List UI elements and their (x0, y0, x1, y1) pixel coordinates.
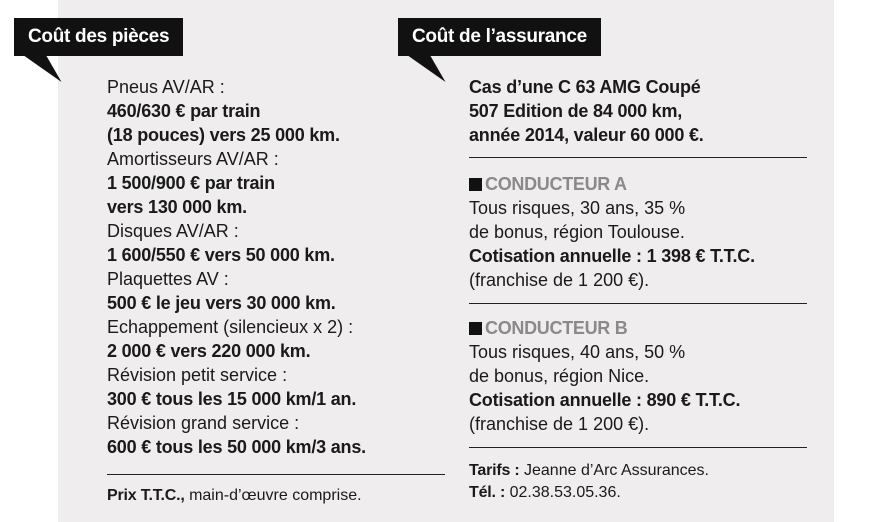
assurance-heading: Coût de l’assurance (412, 26, 587, 47)
item-label: Echappement (silencieux x 2) : (107, 317, 354, 337)
tarifs-label: Tarifs : (469, 462, 520, 479)
item-value: 460/630 € par train (107, 101, 261, 121)
driver-a-divider (469, 303, 807, 304)
square-bullet-icon (469, 322, 482, 335)
item-label: Amortisseurs AV/AR : (107, 149, 279, 169)
driver-b-block (469, 316, 829, 436)
item-value: 600 € tous les 50 000 km/3 ans. (107, 437, 366, 457)
intro-divider (469, 157, 807, 158)
driver-a-title: CONDUCTEUR A (485, 174, 627, 194)
assurance-heading-tag (398, 18, 601, 56)
driver-b-divider (469, 447, 807, 448)
pieces-heading: Coût des pièces (28, 26, 170, 47)
item-value: 1 600/550 € vers 50 000 km. (107, 245, 335, 265)
driver-b-franchise: (franchise de 1 200 €). (469, 414, 650, 434)
tel-label: Tél. : (469, 484, 506, 501)
square-bullet-icon (469, 178, 482, 191)
item-revision-grand (107, 411, 447, 459)
contact-block (469, 460, 829, 504)
item-value: (18 pouces) vers 25 000 km. (107, 125, 340, 145)
item-label: Révision grand service : (107, 413, 300, 433)
driver-a-block (469, 172, 829, 292)
item-plaquettes (107, 267, 447, 315)
item-value: 500 € le jeu vers 30 000 km. (107, 293, 336, 313)
tarifs-text: Jeanne d’Arc Assurances. (519, 462, 709, 479)
item-value: 1 500/900 € par train (107, 173, 275, 193)
pieces-list (107, 75, 447, 459)
item-value: 300 € tous les 15 000 km/1 an. (107, 389, 357, 409)
driver-a-line: de bonus, région Toulouse. (469, 222, 685, 242)
footer-bold: Prix T.T.C., (107, 487, 185, 504)
intro-line: 507 Edition de 84 000 km, (469, 101, 683, 121)
item-revision-petit (107, 363, 447, 411)
intro-line: Cas d’une C 63 AMG Coupé (469, 77, 701, 97)
tel-text: 02.38.53.05.36. (505, 484, 621, 501)
driver-a-cotisation: Cotisation annuelle : 1 398 € T.T.C. (469, 246, 755, 266)
item-value: vers 130 000 km. (107, 197, 247, 217)
item-label: Disques AV/AR : (107, 221, 239, 241)
pieces-divider (107, 474, 445, 475)
item-disques (107, 219, 447, 267)
driver-b-line: Tous risques, 40 ans, 50 % (469, 342, 686, 362)
driver-a-franchise: (franchise de 1 200 €). (469, 270, 650, 290)
pieces-heading-tag (14, 18, 183, 56)
driver-a-line: Tous risques, 30 ans, 35 % (469, 198, 686, 218)
item-label: Révision petit service : (107, 365, 288, 385)
pieces-footer (107, 485, 447, 507)
footer-text: main-d’œuvre comprise. (184, 487, 362, 504)
item-pneus (107, 75, 447, 147)
intro-line: année 2014, valeur 60 000 €. (469, 125, 704, 145)
item-label: Plaquettes AV : (107, 269, 229, 289)
driver-b-title: CONDUCTEUR B (485, 318, 628, 338)
assurance-intro (469, 75, 809, 147)
item-echappement (107, 315, 447, 363)
driver-b-line: de bonus, région Nice. (469, 366, 650, 386)
driver-b-cotisation: Cotisation annuelle : 890 € T.T.C. (469, 390, 741, 410)
item-value: 2 000 € vers 220 000 km. (107, 341, 311, 361)
speech-tail-icon (24, 56, 61, 82)
item-amortisseurs (107, 147, 447, 219)
item-label: Pneus AV/AR : (107, 77, 225, 97)
